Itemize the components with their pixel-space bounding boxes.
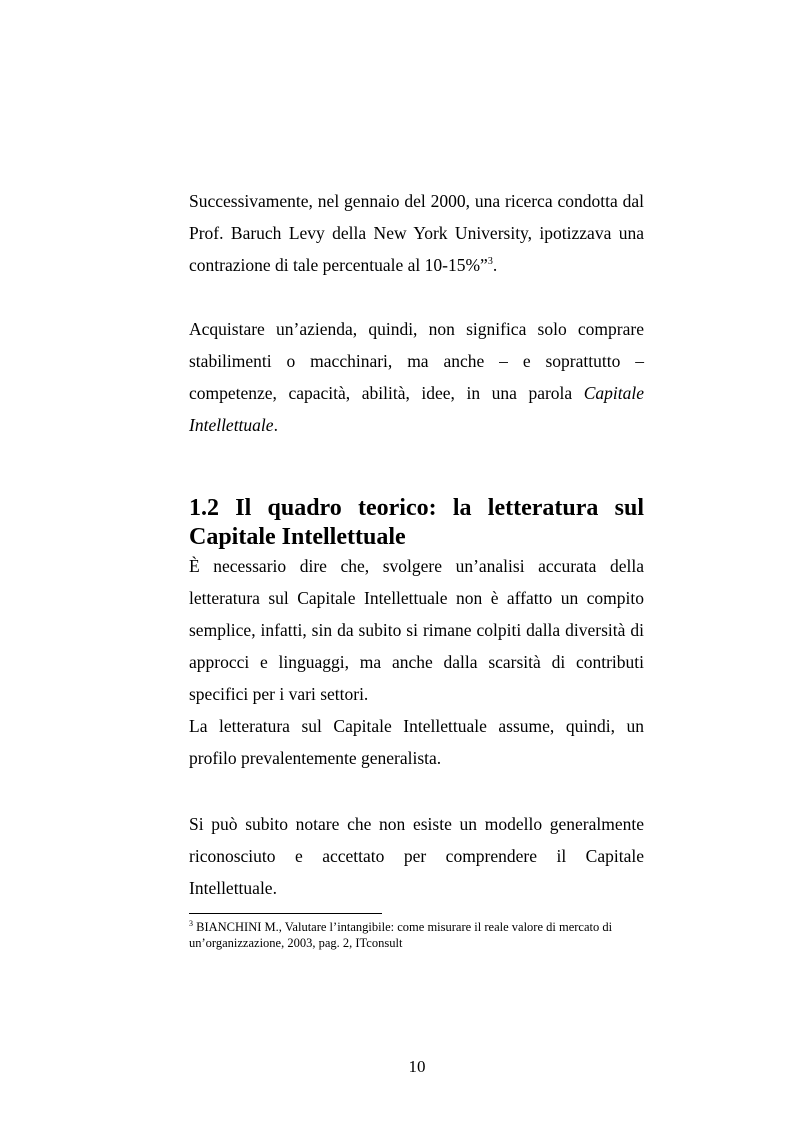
paragraph-4-text: Si può subito notare che non esiste un modello generalmente riconosciuto e accettato per comprendere il Capitale Intellettuale. (189, 814, 644, 898)
paragraph-2-end: . (273, 415, 278, 435)
footnote-number: 3 (189, 918, 193, 928)
paragraph-levy-research (189, 185, 644, 281)
paragraph-no-model (189, 808, 644, 904)
paragraph-2-text: Acquistare un’azienda, quindi, non significa solo comprare stabilimenti o macchinari, ma anche – e soprattutto – competenze, capacità, abilità, idee, in una parola (189, 319, 644, 403)
paragraph-1-end: . (492, 255, 498, 275)
paragraph-literature (189, 550, 644, 774)
footnote-3 (189, 919, 644, 951)
footnote-text: BIANCHINI M., Valutare l’intangibile: come misurare il reale valore di mercato di un’organizzazione, 2003, pag. 2, ITconsult (189, 920, 613, 950)
footnote-reference-3[interactable]: 3 (487, 256, 493, 268)
section-heading-block (189, 494, 644, 552)
emphasis-capitale-intellettuale: Capitale Intellettuale (189, 383, 644, 435)
paragraph-3-part-1: È necessario dire che, svolgere un’analisi accurata della letteratura sul Capitale Intellettuale non è affatto un compito semplice, infatti, sin da subito si rimane colpiti dalla diversità di approcci e linguaggi, ma anche dalla scarsità di contributi specifici per i vari settori. (189, 556, 644, 704)
paragraph-1-text: Successivamente, nel gennaio del 2000, una ricerca condotta dal Prof. Baruch Levy della New York University, ipotizzava una contrazione di tale percentuale al 10-15%” (189, 191, 644, 275)
footnote-separator (189, 913, 382, 914)
paragraph-3-part-2: La letteratura sul Capitale Intellettuale assume, quindi, un profilo prevalentemente generalista. (189, 716, 644, 768)
page-number: 10 (408, 1057, 426, 1076)
section-heading: 1.2 Il quadro teorico: la letteratura sul Capitale Intellettuale (189, 495, 644, 550)
paragraph-acquiring-company (189, 313, 644, 441)
